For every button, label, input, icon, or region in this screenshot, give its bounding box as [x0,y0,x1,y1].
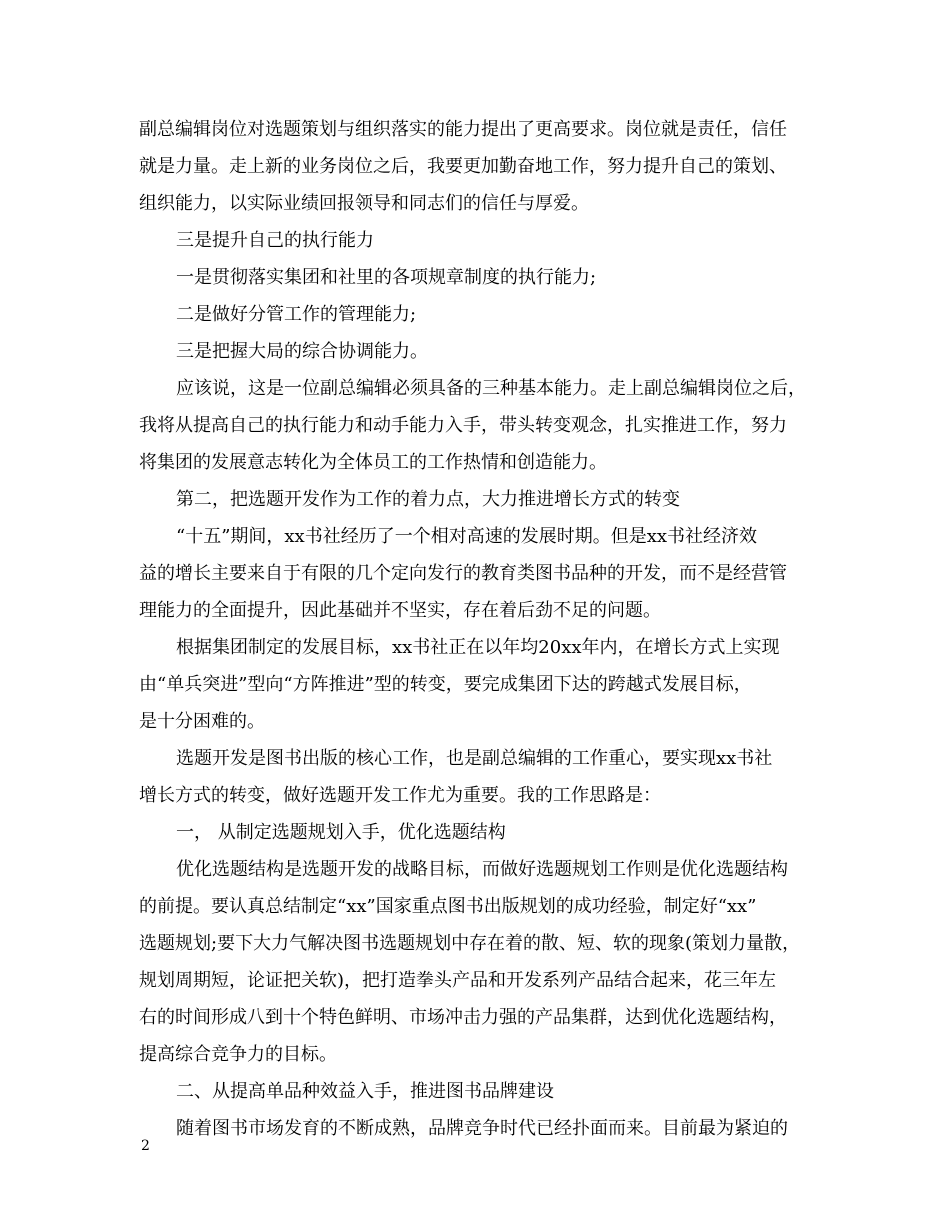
text-line-6: 二是做好分管工作的管理能力; [176,304,417,325]
page-number: 2 [141,1138,150,1154]
text-line-21: 优化选题结构是选题开发的战略目标，而做好选题规划工作则是优化选题结构 [176,859,788,880]
text-line-27: 二、从提高单品种效益入手，推进图书品牌建设 [176,1081,554,1102]
text-line-17: 是十分困难的。 [139,711,265,732]
text-line-9: 我将从提高自己的执行能力和动手能力入手，带头转变观念，扎实推进工作，努力 [139,415,787,436]
text-line-5: 一是贯彻落实集团和社里的各项规章制度的执行能力; [176,267,597,288]
text-line-12: “十五”期间，xx书社经历了一个相对高速的发展时期。但是xx书社经济效 [176,526,758,547]
text-line-19: 增长方式的转变，做好选题开发工作尤为重要。我的工作思路是： [139,785,661,806]
text-line-18: 选题开发是图书出版的核心工作，也是副总编辑的工作重心，要实现xx书社 [176,748,773,769]
text-line-14: 理能力的全面提升，因此基础并不坚实，存在着后劲不足的问题。 [139,600,661,621]
text-line-16: 由“单兵突进”型向“方阵推进”型的转变，要完成集团下达的跨越式发展目标， [139,674,752,695]
text-line-24: 规划周期短，论证把关软)，把打造拳头产品和开发系列产品结合起来，花三年左 [139,970,777,991]
text-line-20: 一， 从制定选题规划入手，优化选题结构 [176,822,506,843]
text-line-4: 三是提升自己的执行能力 [176,230,374,251]
text-line-25: 右的时间形成八到十个特色鲜明、市场冲击力强的产品集群，达到优化选题结构， [139,1007,787,1028]
text-line-10: 将集团的发展意志转化为全体员工的工作热情和创造能力。 [139,452,607,473]
text-line-2: 就是力量。走上新的业务岗位之后，我要更加勤奋地工作，努力提升自己的策划、 [139,156,787,177]
text-line-11: 第二，把选题开发作为工作的着力点，大力推进增长方式的转变 [176,489,680,510]
text-line-28: 随着图书市场发育的不断成熟，品牌竞争时代已经扑面而来。目前最为紧迫的 [176,1118,788,1139]
text-line-26: 提高综合竞争力的目标。 [139,1044,337,1065]
text-line-7: 三是把握大局的综合协调能力。 [176,341,428,362]
text-line-8: 应该说，这是一位副总编辑必须具备的三种基本能力。走上副总编辑岗位之后， [176,378,806,399]
text-line-3: 组织能力，以实际业绩回报领导和同志们的信任与厚爱。 [139,193,589,214]
text-line-1: 副总编辑岗位对选题策划与组织落实的能力提出了更高要求。岗位就是责任，信任 [139,119,787,140]
text-line-13: 益的增长主要来自于有限的几个定向发行的教育类图书品种的开发，而不是经营管 [139,563,787,584]
text-line-22: 的前提。要认真总结制定“xx”国家重点图书出版规划的成功经验，制定好“xx” [139,896,757,917]
text-line-15: 根据集团制定的发展目标，xx书社正在以年均20xx年内，在增长方式上实现 [176,637,780,658]
text-line-23: 选题规划;要下大力气解决图书选题规划中存在着的散、短、软的现象(策划力量散， [139,933,801,954]
